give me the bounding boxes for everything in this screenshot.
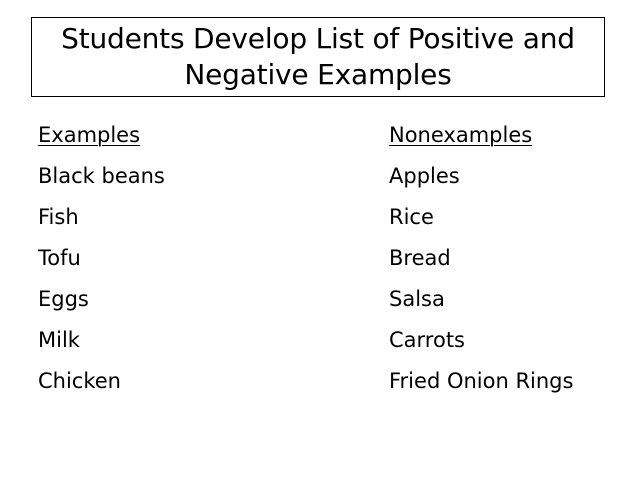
example-item: Black beans [38, 164, 165, 188]
nonexample-item: Apples [389, 164, 460, 188]
examples-header: Examples [38, 123, 141, 147]
nonexample-item: Rice [389, 205, 434, 229]
example-item: Eggs [38, 287, 89, 311]
slide-title: Students Develop List of Positive and Negative Examples [61, 22, 575, 91]
nonexamples-column [389, 116, 573, 403]
nonexample-item: Salsa [389, 287, 445, 311]
example-item: Fish [38, 205, 79, 229]
examples-column [38, 116, 165, 403]
example-item: Tofu [38, 246, 81, 270]
example-item: Milk [38, 328, 80, 352]
nonexample-item: Fried Onion Rings [389, 369, 574, 393]
nonexample-item: Carrots [389, 328, 465, 352]
example-item: Chicken [38, 369, 121, 393]
nonexample-item: Bread [389, 246, 451, 270]
nonexamples-header: Nonexamples [389, 123, 533, 147]
title-box [31, 17, 605, 97]
